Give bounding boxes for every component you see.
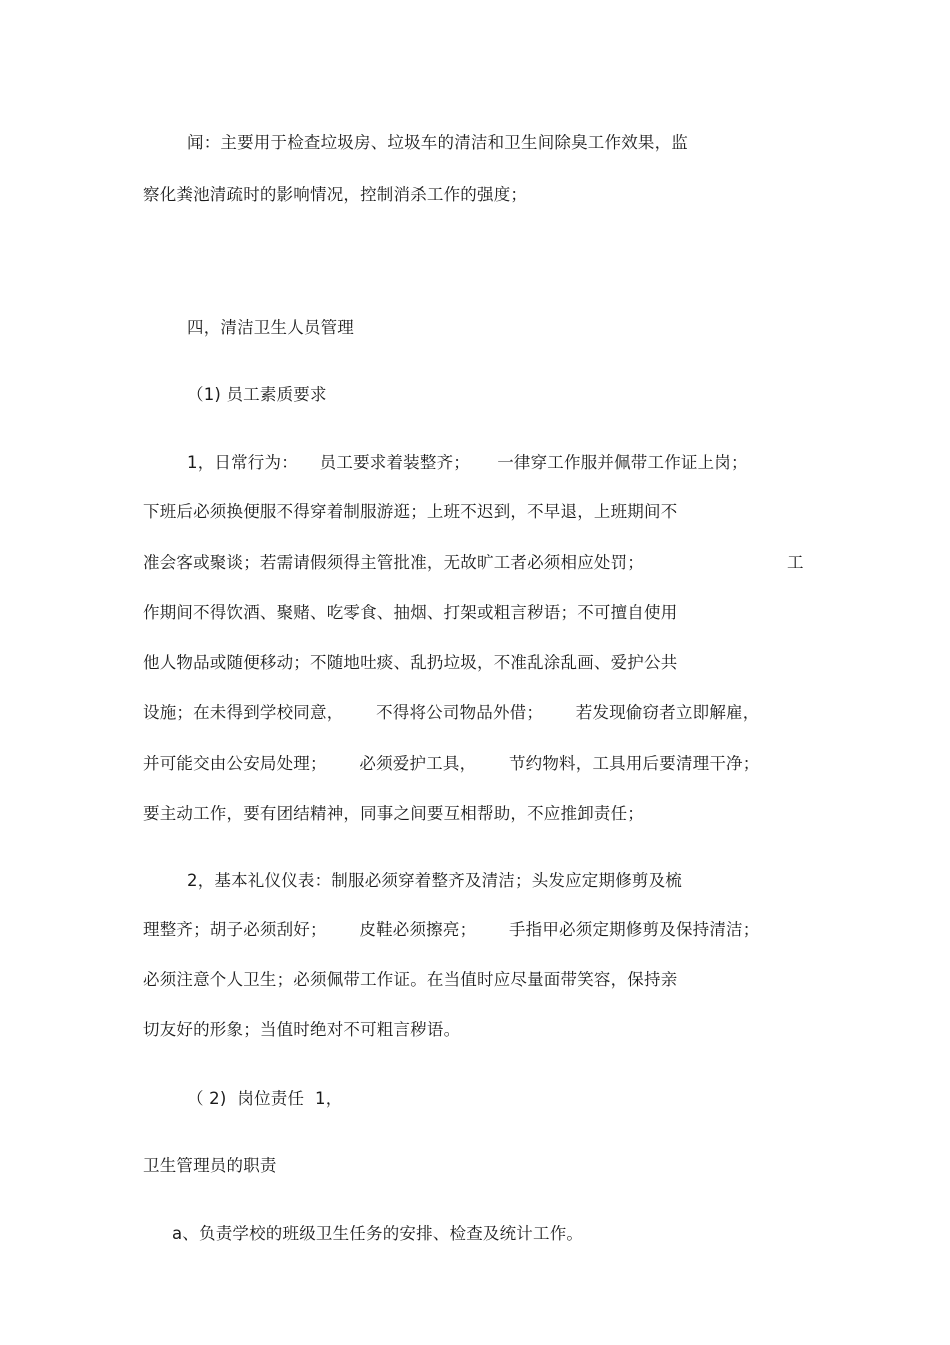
text-line-7-tail: 工: [787, 553, 804, 572]
duty-heading: 卫生管理员的职责: [143, 1156, 277, 1175]
text-line-1: 闻：主要用于检查垃圾房、垃圾车的清洁和卫生间除臭工作效果，监: [187, 133, 688, 152]
text-line-13: 2，基本礼仪仪表：制服必须穿着整齐及清洁；头发应定期修剪及梳: [187, 871, 682, 890]
duty-item-a: a、负责学校的班级卫生任务的安排、检查及统计工作。: [172, 1224, 584, 1243]
text-line-10: 设施；在未得到学校同意， 不得将公司物品外借； 若发现偷窃者立即解雇，: [143, 703, 760, 722]
text-line-15: 必须注意个人卫生；必须佩带工作证。在当值时应尽量面带笑容，保持亲: [143, 970, 678, 989]
text-line-7: 准会客或聚谈；若需请假须得主管批准，无故旷工者必须相应处罚；: [143, 553, 644, 572]
section-heading: 四，清洁卫生人员管理: [187, 318, 354, 337]
text-line-6: 下班后必须换便服不得穿着制服游逛；上班不迟到，不早退，上班期间不: [143, 502, 678, 521]
text-line-16: 切友好的形象；当值时绝对不可粗言秽语。: [143, 1020, 461, 1039]
subsection-heading-1: （1) 员工素质要求: [187, 385, 327, 404]
text-line-14: 理整齐；胡子必须刮好； 皮鞋必须擦亮； 手指甲必须定期修剪及保持清洁；: [143, 920, 760, 939]
text-line-12: 要主动工作，要有团结精神，同事之间要互相帮助，不应推卸责任；: [143, 804, 644, 823]
text-line-8: 作期间不得饮酒、聚赌、吃零食、抽烟、打架或粗言秽语；不可擅自使用: [143, 603, 678, 622]
text-line-9: 他人物品或随便移动；不随地吐痰、乱扔垃圾，不准乱涂乱画、爱护公共: [143, 653, 678, 672]
text-line-2: 察化粪池清疏时的影响情况，控制消杀工作的强度；: [143, 185, 528, 204]
text-line-11: 并可能交由公安局处理； 必须爱护工具， 节约物料，工具用后要清理干净；: [143, 754, 760, 773]
text-line-5: 1，日常行为： 员工要求着装整齐； 一律穿工作服并佩带工作证上岗；: [187, 453, 748, 472]
subsection-heading-2: （ 2) 岗位责任 1，: [187, 1089, 343, 1108]
